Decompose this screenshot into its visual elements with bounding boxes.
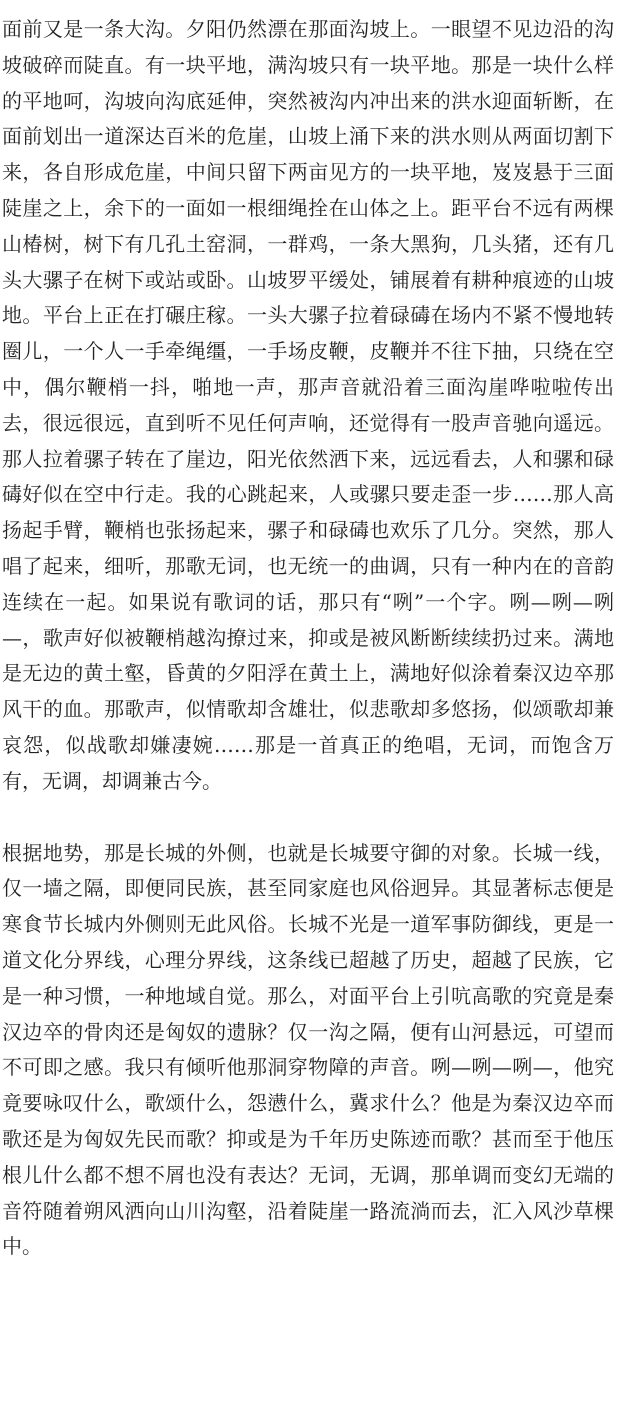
article-paragraph-1: 面前又是一条大沟。夕阳仍然漂在那面沟坡上。一眼望不见边沿的沟坡破碎而陡直。有一块平地，满沟坡只有一块平地。那是一块什么样的平地呵，沟坡向沟底延伸，突然被沟内冲出来的洪水迎面斩断，在面前划出一道深达百米的危崖，山坡上涌下来的洪水则从两面切割下来，各自形成危崖，中间只留下两亩见方的一块平地，岌岌悬于三面陡崖之上，余下的一面如一根细绳拴在山体之上。距平台不远有两棵山椿树，树下有几孔土窑洞，一群鸡，一条大黑狗，几头猪，还有几头大骡子在树下或站或卧。山坡罗平缓处，铺展着有耕种痕迹的山坡地。平台上正在打碾庄稼。一头大骡子拉着碌碡在场内不紧不慢地转圈儿，一个人一手牵绳缰，一手场皮鞭，皮鞭并不往下抽，只绕在空中，偶尔鞭梢一抖，啪地一声，那声音就沿着三面沟崖哗啦啦传出去，很远很远，直到听不见任何声响，还觉得有一股声音驰向遥远。那人拉着骡子转在了崖边，阳光依然洒下来，远远看去，人和骡和碌碡好似在空中行走。我的心跳起来，人或骡只要走歪一步……那人高扬起手臂，鞭梢也张扬起来，骡子和碌碡也欢乐了几分。突然，那人唱了起来，细听，那歌无词，也无统一的曲调，只有一种内在的音韵连续在一起。如果说有歌词的话，那只有“咧”一个字。咧—咧—咧—，歌声好似被鞭梢越沟撩过来，抑或是被风断断续续扔过来。满地是无边的黄土壑，昏黄的夕阳浮在黄土上，满地好似涂着秦汉边卒那风干的血。那歌声，似情歌却含雄壮，似悲歌却多悠扬，似颂歌却兼哀怨，似战歌却嫌凄婉……那是一首真正的绝唱，无词，而饱含万有，无调，却调兼古今。 bbox=[2, 17, 614, 793]
paragraph-spacer bbox=[2, 800, 621, 836]
article-paragraph-2: 根据地势，那是长城的外侧，也就是长城要守御的对象。长城一线，仅一墙之隔，即便同民族，甚至同家庭也风俗迥异。其显著标志便是寒食节长城内外侧则无此风俗。长城不光是一道军事防御线，更是一道文化分界线，心理分界线，这条线已超越了历史，超越了民族，它是一种习惯，一种地域自觉。那么，对面平台上引吭高歌的究竟是秦汉边卒的骨肉还是匈奴的遗脉？仅一沟之隔，便有山河悬远，可望而不可即之感。我只有倾听他那洞穿物障的声音。咧—咧—咧—，他究竟要咏叹什么，歌颂什么，怨懑什么，冀求什么？他是为秦汉边卒而歌还是为匈奴先民而歌？抑或是为千年历史陈迹而歌？甚而至于他压根儿什么都不想不屑也没有表达？无词，无调，那单调而变幻无端的音符随着朔风洒向山川沟壑，沿着陡崖一路流淌而去，汇入风沙草棵中。 bbox=[2, 840, 614, 1259]
